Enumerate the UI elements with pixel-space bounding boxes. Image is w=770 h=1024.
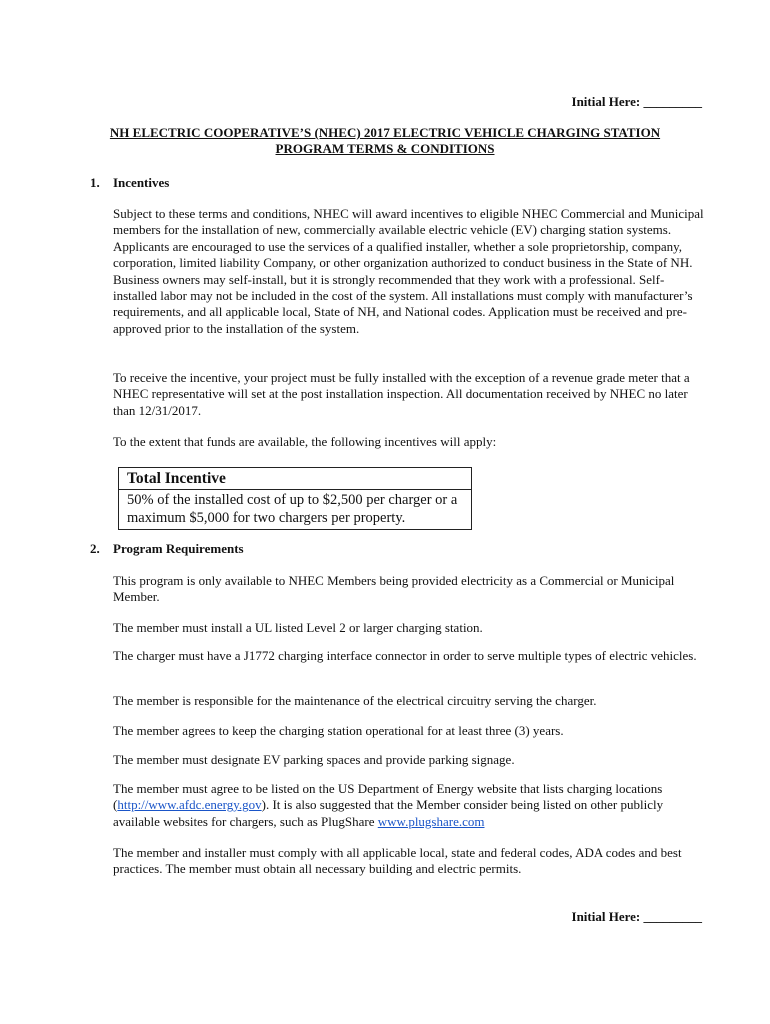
total-incentive-cell: 50% of the installed cost of up to $2,500 per charger or a maximum $5,000 for two chargers per property. bbox=[127, 492, 458, 526]
section-1-title: Incentives bbox=[113, 175, 170, 190]
requirement-j1772: The charger must have a J1772 charging interface connector in order to serve multiple types of electric vehicles. bbox=[113, 648, 697, 663]
incentives-paragraph-3: To the extent that funds are available, the following incentives will apply: bbox=[113, 434, 497, 449]
section-2-number: 2. bbox=[90, 541, 100, 556]
plugshare-link[interactable]: www.plugshare.com bbox=[377, 813, 485, 829]
section-2-heading bbox=[90, 541, 244, 557]
requirement-codes-permits: The member and installer must comply with all applicable local, state and federal codes, ADA codes and best practices. The member must obtain all necessary building and electric permits. bbox=[113, 845, 682, 877]
requirement-operational: The member agrees to keep the charging station operational for at least three (3) years. bbox=[113, 723, 564, 738]
title-line-1: NH ELECTRIC COOPERATIVE’S (NHEC) 2017 ELECTRIC VEHICLE CHARGING STATION bbox=[109, 125, 661, 140]
section-2-title: Program Requirements bbox=[113, 541, 244, 556]
incentives-paragraph-2: To receive the incentive, your project must be fully installed with the exception of a revenue grade meter that a NHEC representative will set at the post installation inspection. All documentation received by NHEC no later than 12/31/2017. bbox=[113, 370, 690, 418]
requirement-ul-level2: The member must install a UL listed Level 2 or larger charging station. bbox=[113, 620, 483, 635]
incentives-paragraph-1: Subject to these terms and conditions, NHEC will award incentives to eligible NHEC Commercial and Municipal members for the installation of new, commercially available electric vehicle (EV) charging station systems. Applicants are encouraged to use the services of a qualified installer, whether a sole proprietorship, company, corporation, limited liability Company, or other organization authorized to conduct business in the State of NH. Business owners may self-install, but it is strongly recommended that they work with a professional. Self-installed labor may not be included in the cost of the system. All installations must comply with manufacturer’s requirements, and all applicable local, State of NH, and National codes. Application must be received and pre-approved prior to the installation of the system. bbox=[113, 206, 704, 336]
initial-here-top: Initial Here: _________ bbox=[571, 94, 702, 109]
requirement-doe-listing bbox=[113, 781, 705, 830]
document-title bbox=[60, 125, 710, 157]
title-line-2: PROGRAM TERMS & CONDITIONS bbox=[275, 141, 495, 156]
requirement-doe-text-b: ). It is also suggested that the Member consider being listed on other publicly available websites for chargers, such as PlugShare bbox=[113, 797, 664, 829]
total-incentive-table bbox=[118, 467, 472, 530]
total-incentive-header: Total Incentive bbox=[119, 470, 471, 490]
initial-here-bottom: Initial Here: _________ bbox=[571, 909, 702, 924]
requirement-membership: This program is only available to NHEC Members being provided electricity as a Commercial or Municipal Member. bbox=[113, 573, 675, 605]
requirement-maintenance: The member is responsible for the maintenance of the electrical circuitry serving the charger. bbox=[113, 693, 597, 708]
requirement-parking: The member must designate EV parking spaces and provide parking signage. bbox=[113, 752, 515, 767]
section-1-number: 1. bbox=[90, 175, 100, 190]
section-1-heading bbox=[90, 175, 169, 191]
afdc-link[interactable]: http://www.afdc.energy.gov bbox=[117, 797, 262, 813]
requirement-doe-text-a: The member must agree to be listed on the US Department of Energy website that lists charging locations ( bbox=[113, 781, 663, 813]
